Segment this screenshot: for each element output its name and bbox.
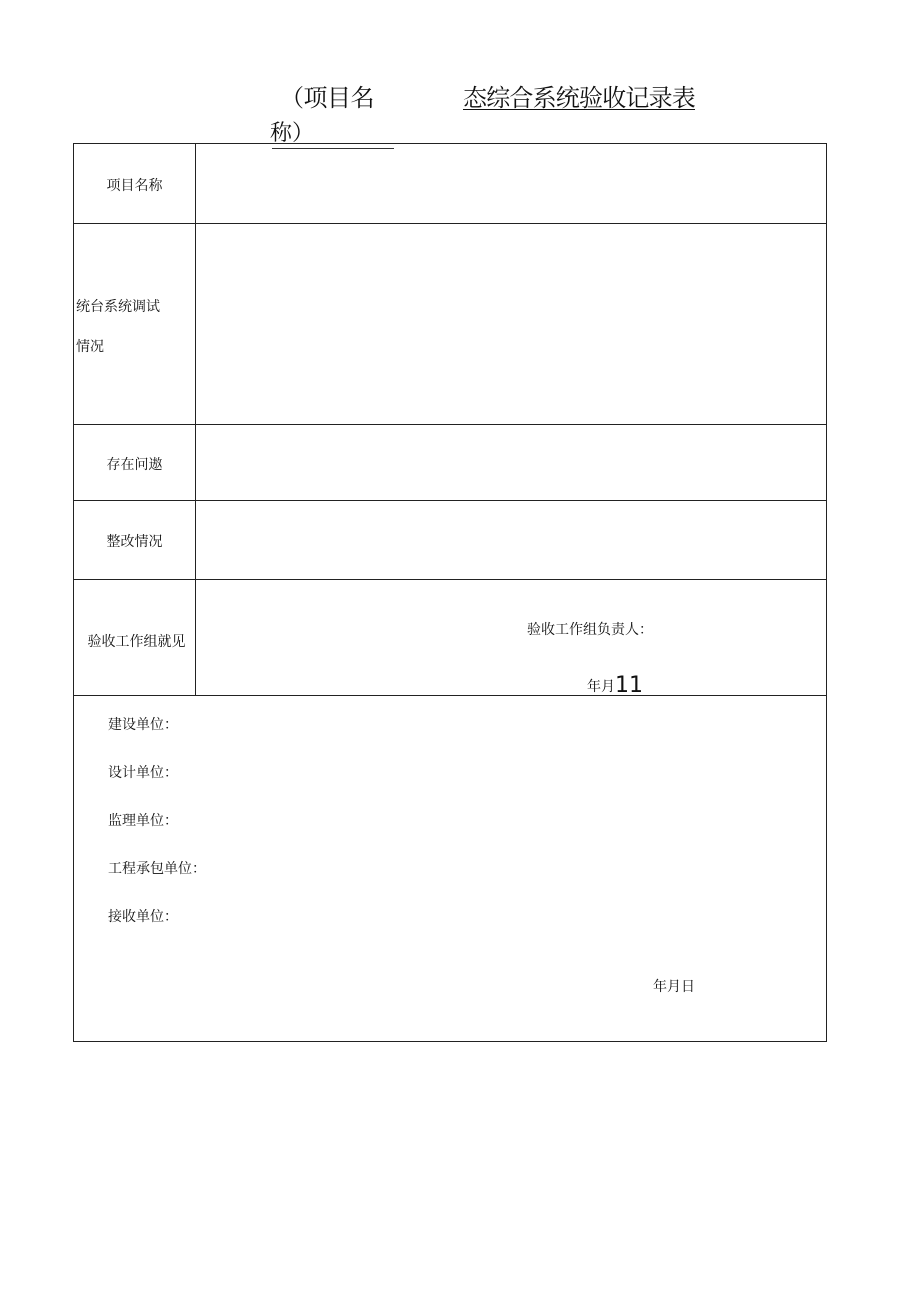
label-rectification-status: 整改情况 <box>106 534 163 550</box>
row-divider <box>74 223 826 224</box>
row-divider <box>74 500 826 501</box>
label-acceptance-opinion: 验收工作组就见 <box>87 634 186 650</box>
label-column-divider <box>195 144 196 696</box>
acceptance-leader-label: 验收工作组负责人： <box>527 622 653 638</box>
acceptance-date <box>587 673 643 698</box>
acceptance-date-prefix: 年月 <box>587 679 615 695</box>
signature-date: 年月日 <box>653 979 695 995</box>
acceptance-date-value: 11 <box>615 673 643 698</box>
title-form-name: 态综合系统验收记录表 <box>463 84 695 112</box>
signature-receiving-unit: 接收单位： <box>108 909 178 925</box>
label-system-debug-line2: 情况 <box>76 339 104 355</box>
label-project-name: 项目名称 <box>106 178 163 194</box>
title-project-name-line2: 称） <box>270 121 315 146</box>
label-existing-problems: 存在问遨 <box>106 457 163 473</box>
signature-construction-unit: 建设单位： <box>108 717 178 733</box>
acceptance-record-table <box>73 143 827 1042</box>
signature-design-unit: 设计单位： <box>108 765 178 781</box>
signature-contractor-unit: 工程承包单位： <box>108 861 206 877</box>
row-divider <box>74 695 826 696</box>
title-project-name-line1: （项目名 <box>280 84 374 112</box>
signature-supervision-unit: 监理单位： <box>108 813 178 829</box>
row-divider <box>74 579 826 580</box>
label-system-debug-line1: 统台系统调试 <box>76 299 160 315</box>
row-divider <box>74 424 826 425</box>
